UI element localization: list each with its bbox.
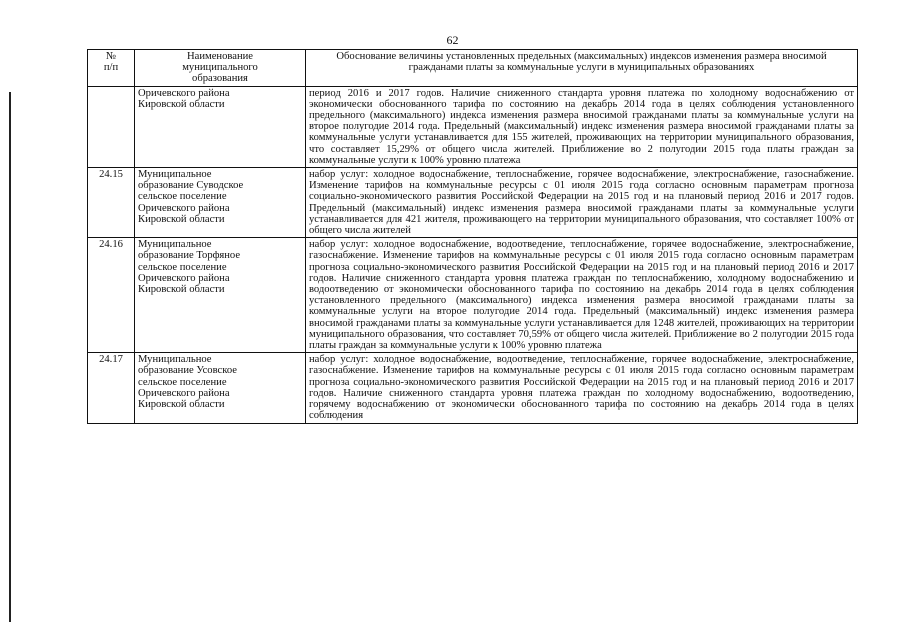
table-row xyxy=(88,86,858,167)
header-municipality-name: Наименование муниципального образования xyxy=(135,50,306,87)
row-number: 24.17 xyxy=(88,353,135,423)
row-justification: набор услуг: холодное водоснабжение, водоотведение, теплоснабжение, горячее водоснабжение, электроснабжение, газоснабжение. Изменение тарифов на коммунальные ресурсы с 01 июля 2015 года согласно основным параметрам прогноза социально-экономического развития Российской Федерации на 2015 год и на плановый период 2016 и 2017 годов. Наличие сниженного стандарта уровня платежа граждан по холодному водоснабжению, водоотведению, горячему водоснабжению от экономически обоснованного тарифа по состоянию на декабрь 2014 года в целях соблюдения xyxy=(306,353,858,423)
page-number: 62 xyxy=(446,33,459,47)
row-number: 24.16 xyxy=(88,238,135,353)
row-justification: набор услуг: холодное водоснабжение, водоотведение, теплоснабжение, горячее водоснабжение, электроснабжение, газоснабжение. Изменение тарифов на коммунальные ресурсы с 01 июля 2015 года согласно основным параметрам прогноза социально-экономического развития Российской Федерации на 2015 год и на плановый период 2016 и 2017 годов. Наличие сниженного стандарта уровня платежа граждан по теплоснабжению, холодному водоснабжению и водоотведению от экономически обоснованного тарифа по состоянию на декабрь 2014 года в целях соблюдения установленного предельного (максимального) индекса изменения размера вносимой гражданами платы за коммунальные услуги на второе полугодие 2014 года. Предельный (максимальный) индекс изменения размера вносимой гражданами платы за коммунальные услуги устанавливается для 1248 жителей, проживающих на территории муниципального образования, что составляет 70,59% от общего числа жителей. Приближение во 2 полугодии 2015 года платы граждан за коммунальные услуги к 100% уровню платежа xyxy=(306,238,858,353)
header-number: № п/п xyxy=(88,50,135,87)
header-justification: Обоснование величины установленных предельных (максимальных) индексов изменения размера вносимой гражданами платы за коммунальные услуги в муниципальных образованиях xyxy=(306,50,858,87)
row-number: 24.15 xyxy=(88,168,135,238)
row-number xyxy=(88,86,135,167)
row-municipality-name: Муниципальное образование Суводское сельское поселение Оричевского района Кировской области xyxy=(135,168,306,238)
scan-margin-line xyxy=(9,92,11,622)
table-header-row xyxy=(88,50,858,87)
table-row xyxy=(88,353,858,423)
row-municipality-name: Муниципальное образование Усовское сельское поселение Оричевского района Кировской области xyxy=(135,353,306,423)
row-municipality-name: Оричевского района Кировской области xyxy=(135,86,306,167)
row-justification: период 2016 и 2017 годов. Наличие сниженного стандарта уровня платежа по холодному водоснабжению от экономически обоснованного тарифа по состоянию на декабрь 2014 года в целях соблюдения установленного предельного (максимального) индекса изменения размера вносимой гражданами платы за коммунальные услуги на второе полугодие 2014 года. Предельный (максимальный) индекс изменения размера вносимой гражданами платы за коммунальные услуги устанавливается для 155 жителей, проживающих на территории муниципального образования, что составляет 15,29% от общего числа жителей. Приближение во 2 полугодии 2015 года платы граждан за коммунальные услуги к 100% уровню платежа xyxy=(306,86,858,167)
municipal-index-table xyxy=(87,49,858,424)
row-municipality-name: Муниципальное образование Торфяное сельское поселение Оричевского района Кировской области xyxy=(135,238,306,353)
table-row xyxy=(88,168,858,238)
table-row xyxy=(88,238,858,353)
row-justification: набор услуг: холодное водоснабжение, теплоснабжение, горячее водоснабжение, электроснабжение, газоснабжение. Изменение тарифов на коммунальные ресурсы с 01 июля 2015 года согласно основным параметрам прогноза социально-экономического развития Российской Федерации на 2015 год и на плановый период 2016 и 2017 годов. Предельный (максимальный) индекс изменения размера вносимой гражданами платы за коммунальные услуги устанавливается для 421 жителя, проживающего на территории муниципального образования, что составляет 100% от общего числа жителей xyxy=(306,168,858,238)
